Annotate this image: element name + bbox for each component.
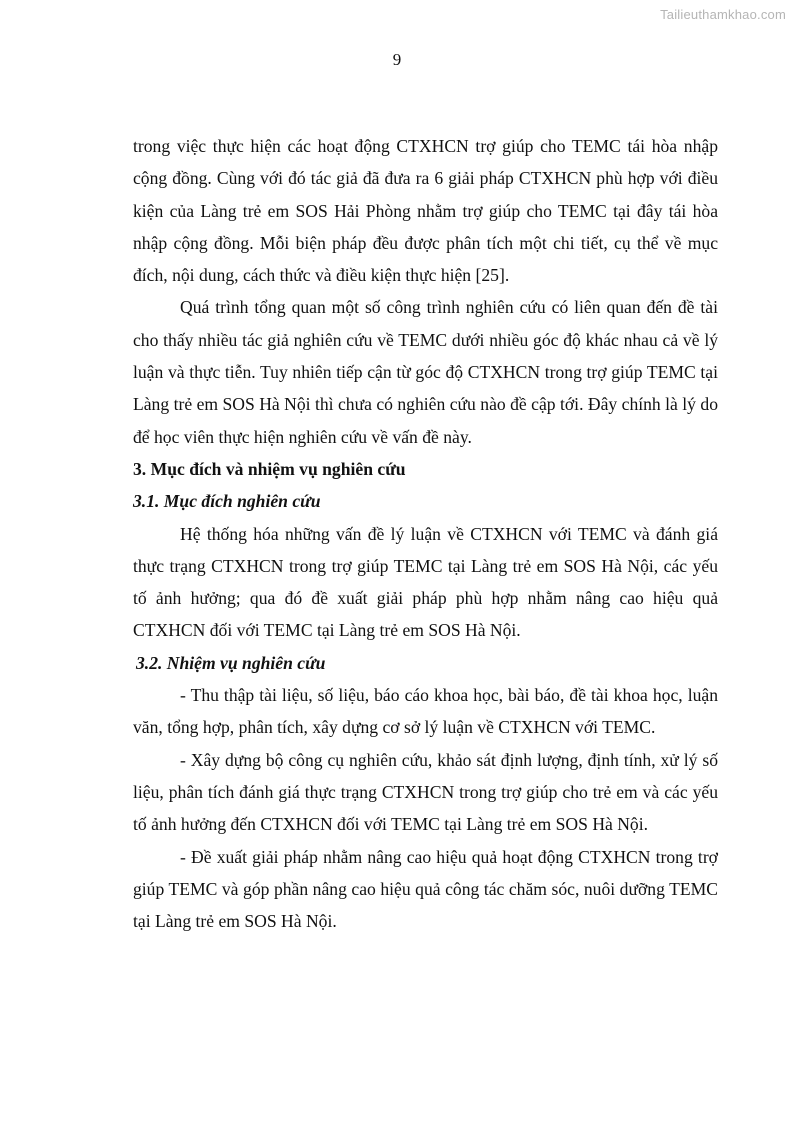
section-heading-3: 3. Mục đích và nhiệm vụ nghiên cứu [133, 458, 406, 479]
paragraph-purpose: Hệ thống hóa những vấn đề lý luận về CTXHCN với TEMC và đánh giá thực trạng CTXHCN trong trợ giúp TEMC tại Làng trẻ em SOS Hà Nội, các yếu tố ảnh hưởng; qua đó đề xuất giải pháp phù hợp nhằm nâng cao hiệu quả CTXHCN đối với TEMC tại Làng trẻ em SOS Hà Nội. [133, 523, 718, 641]
task-item-2: - Xây dựng bộ công cụ nghiên cứu, khảo sát định lượng, định tính, xử lý số liệu, phân tích đánh giá thực trạng CTXHCN trong trợ giúp cho trẻ em và các yếu tố ảnh hưởng đến CTXHCN đối với TEMC tại Làng trẻ em SOS Hà Nội. [133, 749, 718, 835]
page-number: 9 [392, 50, 402, 69]
paragraph-continuation: trong việc thực hiện các hoạt động CTXHCN trợ giúp cho TEMC tái hòa nhập cộng đồng. Cùng với đó tác giả đã đưa ra 6 giải pháp CTXHCN phù hợp với điều kiện của Làng trẻ em SOS Hải Phòng nhằm trợ giúp cho TEMC tại đây tái hòa nhập cộng đồng. Mỗi biện pháp đều được phân tích một chi tiết, cụ thể về mục đích, nội dung, cách thức và điều kiện thực hiện [25]. [133, 136, 718, 286]
document-body [133, 130, 718, 937]
watermark: Tailieuthamkhao.com [660, 7, 786, 22]
subsection-heading-3-2: 3.2. Nhiệm vụ nghiên cứu [136, 652, 326, 673]
paragraph-overview: Quá trình tổng quan một số công trình nghiên cứu có liên quan đến đề tài cho thấy nhiều tác giả nghiên cứu về TEMC dưới nhiều góc độ khác nhau cả về lý luận và thực tiễn. Tuy nhiên tiếp cận từ góc độ CTXHCN trong trợ giúp TEMC tại Làng trẻ em SOS Hà Nội thì chưa có nghiên cứu nào đề cập tới. Đây chính là lý do để học viên thực hiện nghiên cứu về vấn đề này. [133, 297, 718, 447]
task-item-1: - Thu thập tài liệu, số liệu, báo cáo khoa học, bài báo, đề tài khoa học, luận văn, tổng hợp, phân tích, xây dựng cơ sở lý luận về CTXHCN với TEMC. [133, 685, 718, 738]
task-item-3: - Đề xuất giải pháp nhằm nâng cao hiệu quả hoạt động CTXHCN trong trợ giúp TEMC và góp phần nâng cao hiệu quả công tác chăm sóc, nuôi dưỡng TEMC tại Làng trẻ em SOS Hà Nội. [133, 846, 718, 932]
subsection-heading-3-1: 3.1. Mục đích nghiên cứu [133, 491, 321, 512]
